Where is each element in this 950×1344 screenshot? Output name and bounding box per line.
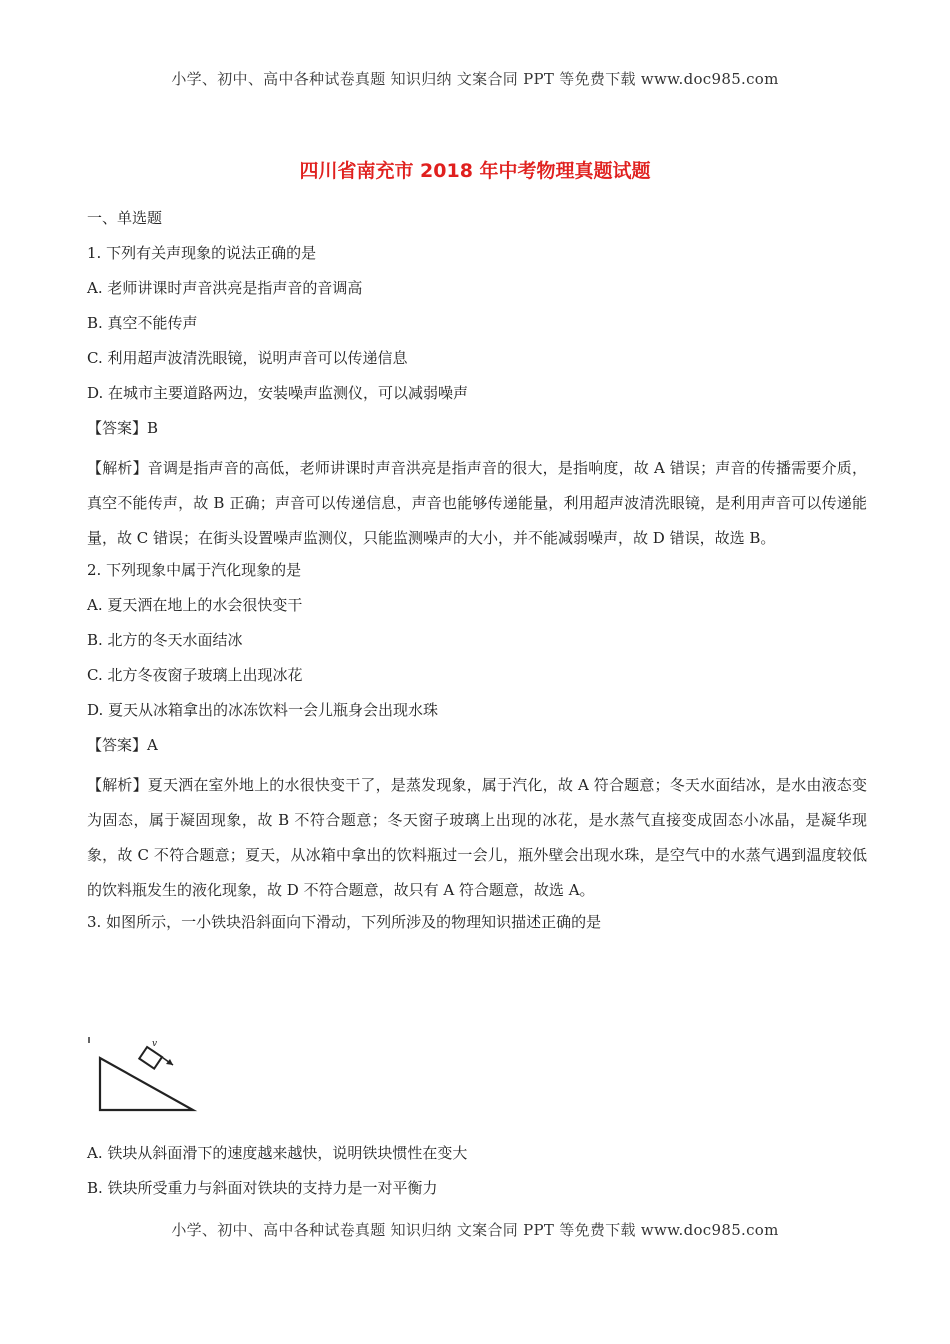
question-2-option-c: C. 北方冬夜窗子玻璃上出现冰花 <box>87 666 303 684</box>
question-3-stem: 3. 如图所示，一小铁块沿斜面向下滑动，下列所涉及的物理知识描述正确的是 <box>87 913 602 931</box>
incline-diagram <box>87 1035 199 1117</box>
analysis-text: 夏天洒在室外地上的水很快变干了，是蒸发现象，属于汽化，故 A 符合题意；冬天水面结冰，是水由液态变为固态，属于凝固现象，故 B 不符合题意；冬天窗子玻璃上出现的冰花，是水蒸气直接变成固态小冰晶，是凝华现象，故 C 不符合题意；夏天，从冰箱中拿出的饮料瓶过一会儿，瓶外壁会出现水珠，是空气中的水蒸气遇到温度较低的饮料瓶发生的液化现象，故 D 不符合题意，故只有 A 符合题意，故选 A。 <box>87 776 867 899</box>
page-header: 小学、初中、高中各种试卷真题 知识归纳 文案合同 PPT 等免费下载 www.doc985.com <box>171 70 779 88</box>
question-3-option-b: B. 铁块所受重力与斜面对铁块的支持力是一对平衡力 <box>87 1179 438 1197</box>
incline-triangle <box>100 1058 193 1110</box>
question-1-stem: 1. 下列有关声现象的说法正确的是 <box>87 244 317 262</box>
question-3-options <box>87 1141 867 1211</box>
question-1-option-d: D. 在城市主要道路两边，安装噪声监测仪，可以减弱噪声 <box>87 384 469 402</box>
analysis-label: 【解析】 <box>87 776 148 794</box>
question-2-option-d: D. 夏天从冰箱拿出的冰冻饮料一会儿瓶身会出现水珠 <box>87 701 439 719</box>
analysis-label: 【解析】 <box>87 459 148 477</box>
analysis-text: 音调是指声音的高低，老师讲课时声音洪亮是指声音的很大，是指响度，故 A 错误；声音的传播需要介质，真空不能传声，故 B 正确；声音可以传递信息，声音也能够传递能量，利用超声波清洗眼镜，是利用声音可以传递能量，故 C 错误；在街头设置噪声监测仪，只能监测噪声的大小，并不能减弱噪声，故 D 错误，故选 B。 <box>87 459 867 547</box>
question-1-analysis <box>87 451 867 556</box>
question-3-option-a: A. 铁块从斜面滑下的速度越来越快，说明铁块惯性在变大 <box>87 1144 468 1162</box>
velocity-label: v <box>152 1039 158 1049</box>
question-2-option-a: A. 夏天洒在地上的水会很快变干 <box>87 596 303 614</box>
question-1-answer: 【答案】B <box>87 419 159 437</box>
section-heading: 一、单选题 <box>87 209 163 227</box>
page-footer: 小学、初中、高中各种试卷真题 知识归纳 文案合同 PPT 等免费下载 www.doc985.com <box>171 1221 779 1239</box>
question-2-option-b: B. 北方的冬天水面结冰 <box>87 631 243 649</box>
question-1-option-a: A. 老师讲课时声音洪亮是指声音的音调高 <box>87 279 363 297</box>
question-2-answer: 【答案】A <box>87 736 158 754</box>
question-2-analysis <box>87 768 867 908</box>
document-body <box>87 206 867 945</box>
question-1-option-c: C. 利用超声波清洗眼镜，说明声音可以传递信息 <box>87 349 408 367</box>
question-1-option-b: B. 真空不能传声 <box>87 314 198 332</box>
question-2-stem: 2. 下列现象中属于汽化现象的是 <box>87 561 302 579</box>
page-title: 四川省南充市 2018 年中考物理真题试题 <box>299 160 651 182</box>
iron-block <box>139 1047 162 1069</box>
